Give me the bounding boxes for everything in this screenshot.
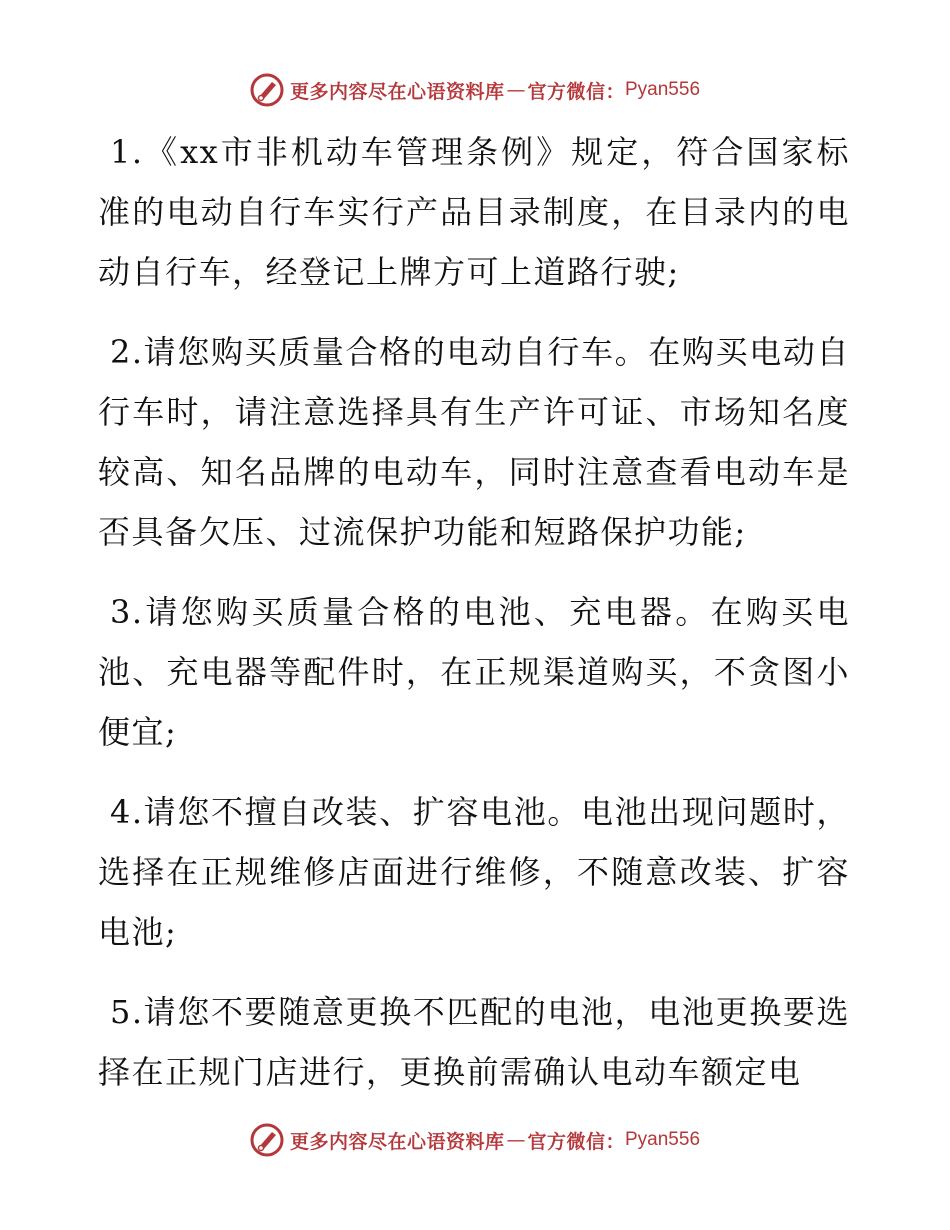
paragraph-5 — [98, 982, 850, 1102]
document-body — [98, 122, 850, 1122]
paragraph-2 — [98, 322, 850, 562]
banner-wechat-label: 官方微信： — [527, 80, 625, 103]
paragraph-number: 5. — [110, 993, 144, 1031]
paragraph-1 — [98, 122, 850, 302]
paragraph-number: 1. — [110, 133, 144, 171]
header-banner — [0, 70, 950, 110]
banner-site-text: 更多内容尽在心语资料库 — [289, 1130, 505, 1153]
paragraph-number: 4. — [110, 793, 144, 831]
banner-wechat-id: Pyan556 — [625, 1129, 701, 1150]
banner-wechat-label: 官方微信： — [527, 1130, 625, 1153]
paragraph-number: 3. — [110, 593, 144, 631]
brand-logo-icon — [250, 1123, 284, 1157]
paragraph-text: 请您不擅自改装、扩容电池。电池出现问题时，选择在正规维修店面进行维修，不随意改装、扩容电池; — [98, 793, 850, 951]
paragraph-text: 《xx市非机动车管理条例》规定，符合国家标准的电动自行车实行产品目录制度，在目录内的电动自行车，经登记上牌方可上道路行驶; — [98, 133, 850, 291]
footer-banner — [0, 1120, 950, 1160]
paragraph-4 — [98, 782, 850, 962]
banner-site-text: 更多内容尽在心语资料库 — [289, 80, 505, 103]
banner-separator: — — [506, 79, 526, 101]
paragraph-number: 2. — [110, 333, 144, 371]
paragraph-3 — [98, 582, 850, 762]
banner-separator: — — [506, 1129, 526, 1151]
paragraph-text: 请您购买质量合格的电池、充电器。在购买电池、充电器等配件时，在正规渠道购买，不贪图小便宜; — [98, 593, 850, 751]
paragraph-text: 请您购买质量合格的电动自行车。在购买电动自行车时，请注意选择具有生产许可证、市场知名度较高、知名品牌的电动车，同时注意查看电动车是否具备欠压、过流保护功能和短路保护功能; — [98, 333, 850, 551]
paragraph-text: 请您不要随意更换不匹配的电池，电池更换要选择在正规门店进行，更换前需确认电动车额定电 — [98, 993, 850, 1091]
brand-logo-icon — [250, 73, 284, 107]
banner-wechat-id: Pyan556 — [625, 79, 701, 100]
